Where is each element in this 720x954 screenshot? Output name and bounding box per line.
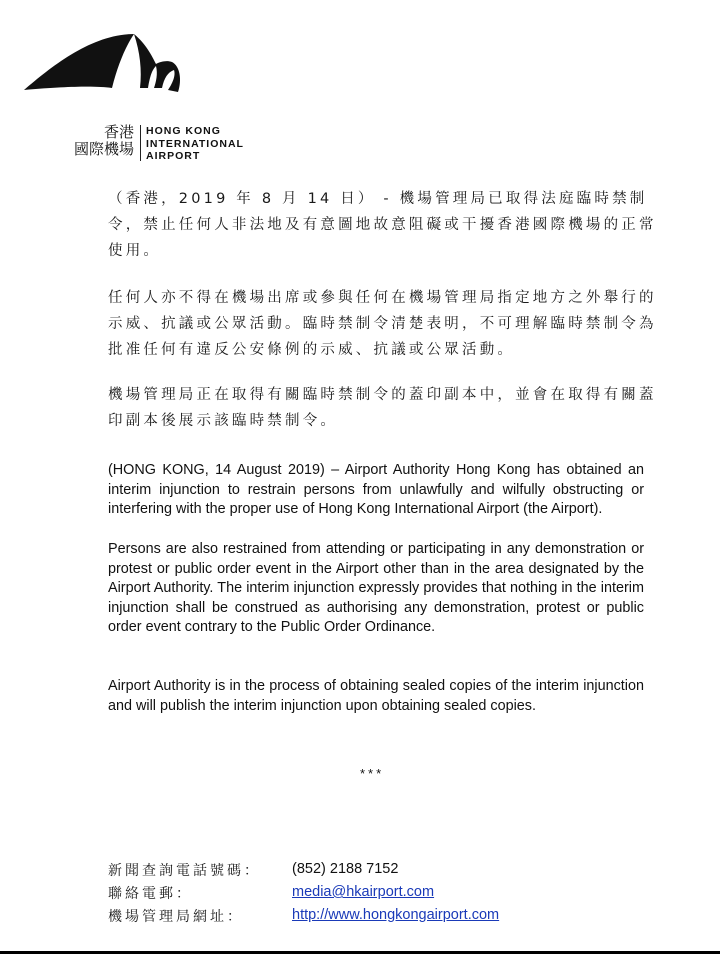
en-paragraph-1	[108, 461, 644, 520]
zh-paragraph-2: 任何人亦不得在機場出席或參與任何在機場管理局指定地方之外舉行的示威、抗議或公眾活動。臨時禁制令清楚表明，不可理解臨時禁制令為批准任何有違反公安條例的示威、抗議或公眾活動。	[108, 290, 657, 358]
contact-email-link[interactable]: media@hkairport.com	[292, 884, 435, 900]
logo-chinese-name	[68, 124, 134, 158]
zh-paragraph-3: 機場管理局正在取得有關臨時禁制令的蓋印副本中，並會在取得有關蓋印副本後展示該臨時禁制令。	[108, 387, 657, 429]
contact-info	[108, 860, 668, 929]
contact-email-label: 聯絡電郵：	[108, 886, 193, 902]
en-paragraph-1-body: Airport Authority Hong Kong has obtained an interim injunction to restrain persons from unlawfully and wilfully obstructing or interfering with the proper use of Hong Kong International Airport (the Airport).	[108, 462, 644, 517]
contact-website-link[interactable]: http://www.hongkongairport.com	[292, 907, 500, 923]
logo-zh-line2: 國際機場	[73, 140, 134, 158]
zh-paragraph-1: （香港，2019 年 8 月 14 日） - 機場管理局已取得法庭臨時禁制令，禁止任何人非法地及有意圖地故意阻礙或干擾香港國際機場的正常使用。	[108, 191, 657, 259]
hkia-logo	[22, 26, 244, 162]
hkia-swoosh-icon	[22, 26, 182, 98]
en-paragraph-3: Airport Authority is in the process of obtaining sealed copies of the interim injunction and will publish the interim injunction upon obtaining sealed copies.	[108, 678, 644, 714]
contact-phone-label: 新聞查詢電話號碼：	[108, 863, 261, 879]
contact-email-row	[108, 883, 668, 906]
section-separator: ***	[360, 766, 385, 781]
en-dateline: (HONG KONG, 14 August 2019) –	[108, 462, 340, 478]
contact-website-row	[108, 906, 668, 929]
logo-en-line2: INTERNATIONAL	[146, 137, 244, 150]
logo-divider	[140, 125, 141, 161]
contact-phone-value: (852) 2188 7152	[292, 861, 399, 877]
contact-phone-row	[108, 860, 668, 883]
logo-zh-line1: 香港	[103, 123, 134, 141]
logo-en-line3: AIRPORT	[146, 150, 201, 162]
logo-english-name	[146, 125, 244, 163]
logo-en-line1: HONG KONG	[146, 125, 221, 137]
contact-website-label: 機場管理局網址：	[108, 909, 244, 925]
en-paragraph-2: Persons are also restrained from attending or participating in any demonstration or protest or public order event in the Airport other than in the area designated by the Airport Authority. The interim injunction expressly provides that nothing in the interim injunction shall be construed as authorising any demonstration, protest or public order event contrary to the Public Order Ordinance.	[108, 541, 644, 635]
